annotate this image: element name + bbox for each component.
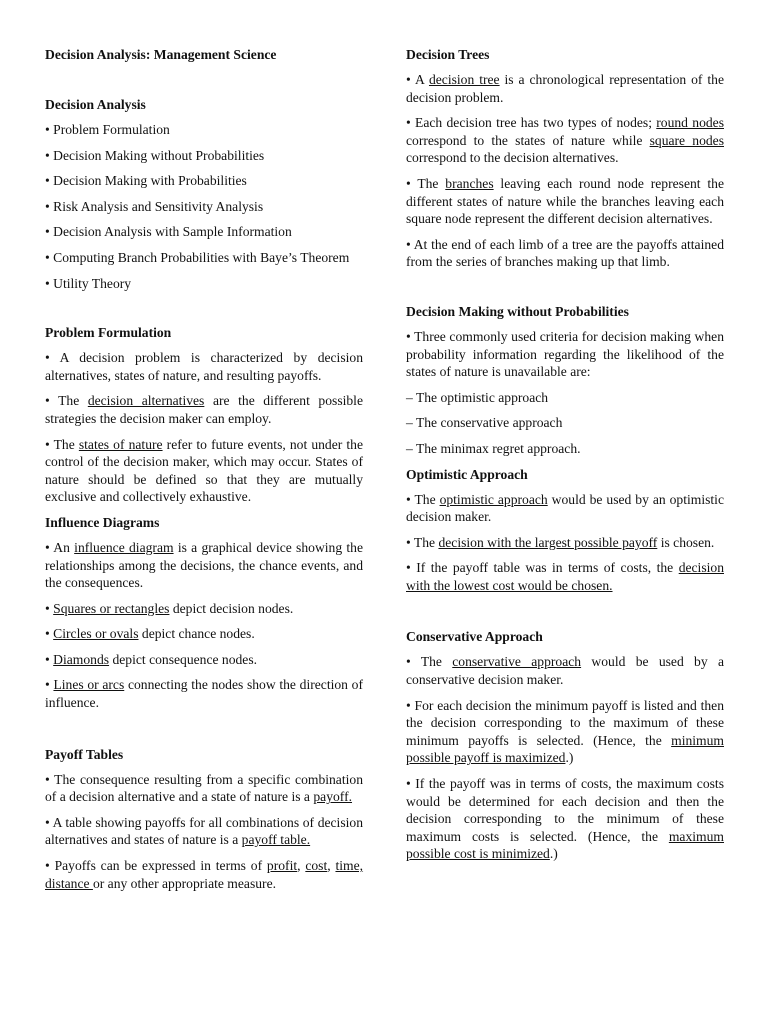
list-item: – The optimistic approach bbox=[406, 389, 549, 405]
list-item: • Risk Analysis and Sensitivity Analysis bbox=[45, 198, 264, 214]
bullet-paragraph: • The states of nature refer to future events, not under the control of the decision maker, which may occur. States of nature should be defined so that they are mutually exclusive and collectively exhaustive. bbox=[45, 436, 363, 505]
left-column bbox=[45, 46, 363, 892]
bullet-paragraph: • A table showing payoffs for all combinations of decision alternatives and states of nature is a payoff table. bbox=[45, 814, 363, 848]
section-heading-influence-diagrams: Influence Diagrams bbox=[45, 514, 160, 530]
bullet-paragraph: • For each decision the minimum payoff is listed and then the decision corresponding to the maximum of these minimum payoffs is selected. (Hence, the minimum possible payoff is maximized.) bbox=[406, 697, 724, 766]
list-item: – The conservative approach bbox=[406, 415, 563, 431]
bullet-paragraph: • The decision alternatives are the different possible strategies the decision maker can employ. bbox=[45, 393, 363, 426]
section-heading-payoff-tables: Payoff Tables bbox=[45, 746, 124, 762]
bullet-paragraph: • Diamonds depict consequence nodes. bbox=[45, 651, 258, 667]
list-item: • Decision Making with Probabilities bbox=[45, 173, 247, 189]
bullet-paragraph: • Payoffs can be expressed in terms of profit, cost, time, distance or any other appropriate measure. bbox=[45, 858, 364, 891]
section-heading-decision-trees: Decision Trees bbox=[406, 47, 490, 62]
right-column bbox=[406, 46, 724, 863]
list-item: • Problem Formulation bbox=[45, 122, 170, 137]
bullet-paragraph: • Lines or arcs connecting the nodes show the direction of influence. bbox=[45, 677, 363, 711]
bullet-paragraph: • The decision with the largest possible payoff is chosen. bbox=[406, 534, 715, 550]
bullet-paragraph: • Circles or ovals depict chance nodes. bbox=[45, 626, 255, 642]
section-heading-optimistic-approach: Optimistic Approach bbox=[406, 466, 528, 482]
list-item: – The minimax regret approach. bbox=[406, 440, 581, 456]
bullet-paragraph: • An influence diagram is a graphical device showing the relationships among the decisions, the chance events, and the consequences. bbox=[45, 539, 364, 591]
section-heading-decision-analysis: Decision Analysis bbox=[45, 97, 146, 112]
section-heading-decision-making-without-probabilities: Decision Making without Probabilities bbox=[406, 303, 629, 319]
list-item: • Computing Branch Probabilities with Baye’s Theorem bbox=[45, 249, 350, 265]
bullet-paragraph: • Three commonly used criteria for decision making when probability information regarding the likelihood of the states of nature is unavailable are: bbox=[406, 328, 724, 380]
bullet-paragraph: • Each decision tree has two types of nodes; round nodes correspond to the states of nature while square nodes correspond to the decision alternatives. bbox=[406, 115, 724, 166]
section-heading-problem-formulation: Problem Formulation bbox=[45, 325, 172, 341]
bullet-paragraph: • A decision problem is characterized by decision alternatives, states of nature, and resulting payoffs. bbox=[45, 350, 363, 383]
bullet-paragraph: • The branches leaving each round node represent the different states of nature while the branches leaving each square node represent the different decision alternatives. bbox=[406, 175, 724, 227]
section-heading-conservative-approach: Conservative Approach bbox=[406, 629, 543, 645]
list-item: • Utility Theory bbox=[45, 275, 132, 291]
bullet-paragraph: • The conservative approach would be used by a conservative decision maker. bbox=[406, 654, 724, 688]
list-item: • Decision Making without Probabilities bbox=[45, 147, 265, 163]
bullet-paragraph: • If the payoff was in terms of costs, the maximum costs would be determined for each decision and then the decision corresponding to the minimum of these maximum costs is selected. (Hence, the maximum possible cost is minimized.) bbox=[406, 776, 724, 862]
bullet-paragraph: • The optimistic approach would be used by an optimistic decision maker. bbox=[406, 491, 724, 525]
bullet-paragraph: • At the end of each limb of a tree are the payoffs attained from the series of branches making up that limb. bbox=[406, 236, 724, 270]
list-item: • Decision Analysis with Sample Information bbox=[45, 224, 292, 240]
bullet-paragraph: • The consequence resulting from a specific combination of a decision alternative and a state of nature is a payoff. bbox=[45, 771, 363, 805]
document-title: Decision Analysis: Management Science bbox=[45, 47, 277, 62]
bullet-paragraph: • If the payoff table was in terms of costs, the decision with the lowest cost would be chosen. bbox=[406, 560, 724, 593]
bullet-paragraph: • Squares or rectangles depict decision nodes. bbox=[45, 600, 294, 616]
bullet-paragraph: • A decision tree is a chronological representation of the decision problem. bbox=[406, 72, 725, 105]
